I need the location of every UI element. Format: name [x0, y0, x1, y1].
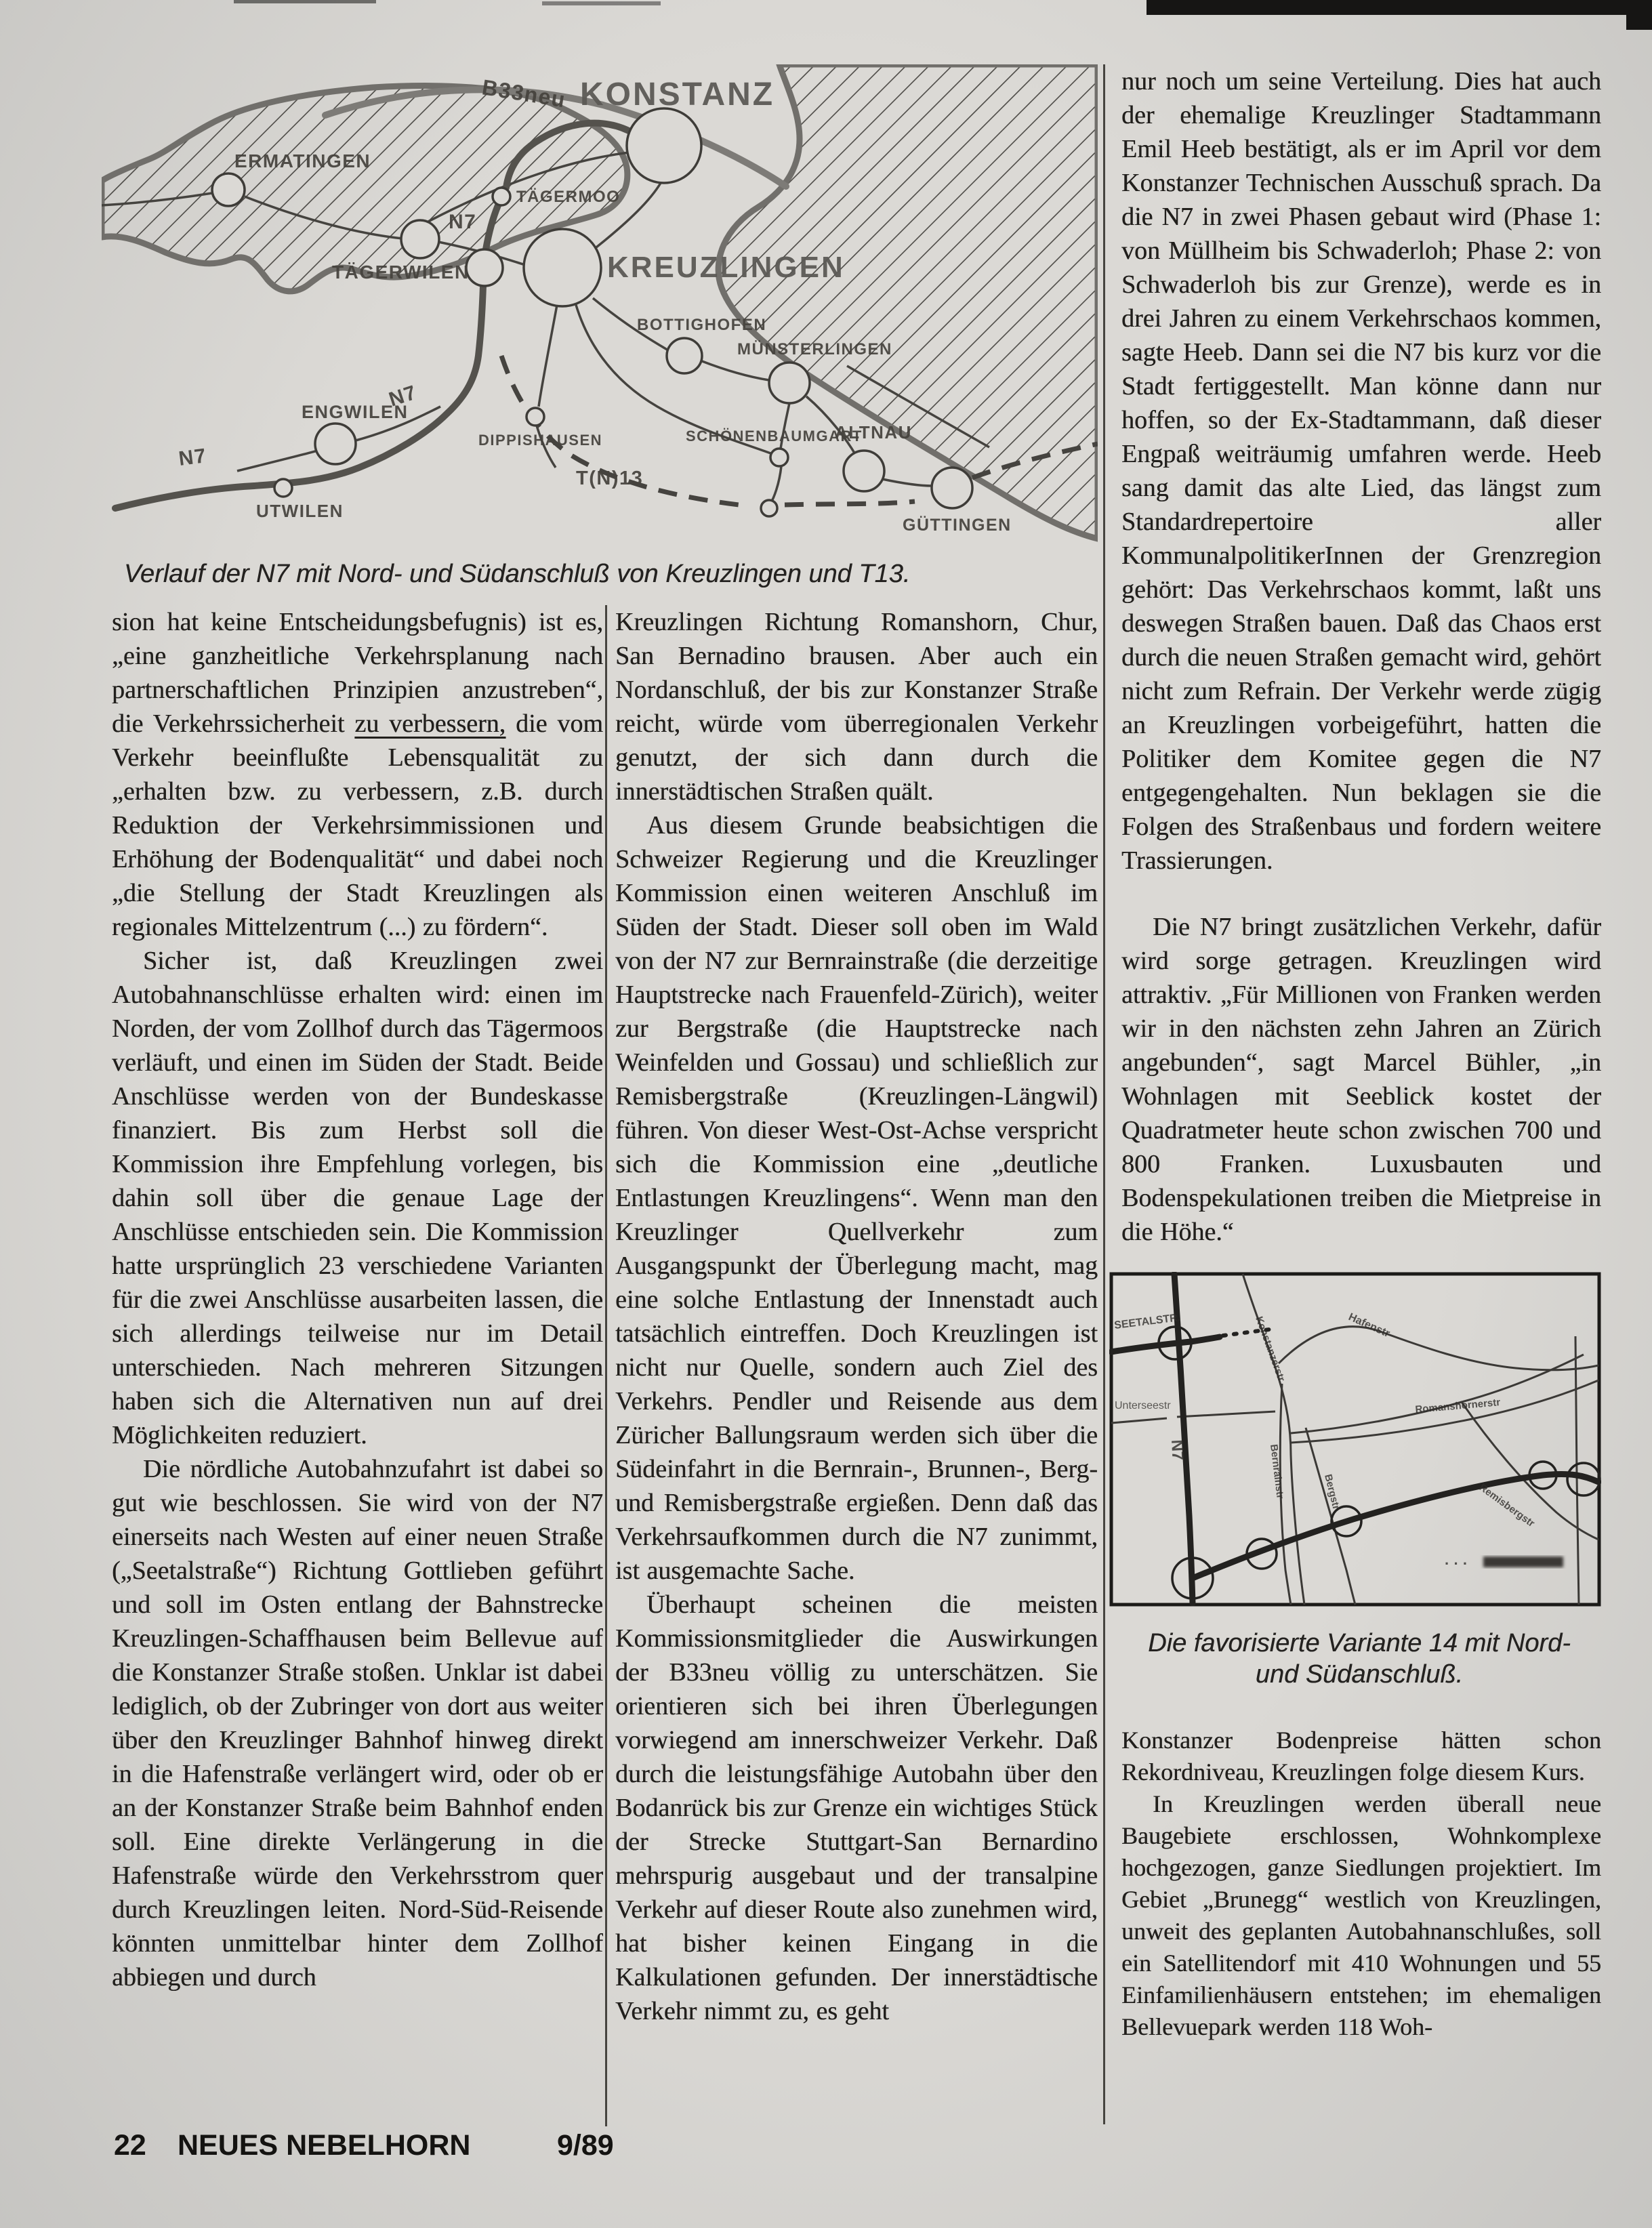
map2-label-hafenstr: Hafenstr	[1346, 1311, 1392, 1340]
map2-label-unterseestr: Unterseestr	[1115, 1400, 1171, 1411]
text-column-3-top	[1121, 64, 1601, 1264]
map1-label-taegermoos: TÄGERMOO	[516, 188, 621, 206]
junction-t13	[761, 500, 777, 516]
map2-caption-line2: und Südanschluß.	[1255, 1660, 1464, 1689]
map1-label-n7-nord: N7	[449, 211, 477, 233]
town-muensterlingen	[769, 363, 810, 403]
town-guettingen	[932, 468, 972, 508]
map-n7-overview	[102, 64, 1098, 542]
map2-legend-dots: · · ·	[1445, 1555, 1468, 1572]
map1-label-guettingen: GÜTTINGEN	[903, 516, 1012, 535]
town-taegerwilen	[401, 220, 439, 258]
town-altnau	[844, 451, 884, 491]
map2-label-remisbergstr: Remisbergstr	[1477, 1481, 1537, 1530]
map1-label-muensterlingen: MÜNSTERLINGEN	[737, 340, 892, 358]
paragraph: nur noch um seine Verteilung. Dies hat auch der ehemalige Kreuzlinger Stadtammann Emil Heeb bestätigt, als er im April vor dem Konstanzer Technischen Ausschuß sprach. Da die N7 in zwei Phasen gebaut wird (Phase 1: von Müllheim bis Schwaderloh; Phase 2: von Schwaderloh bis zur Grenze), werde es in drei Jahren zu einem Verkehrschaos kommen, sagte Heeb. Dann sei die N7 bis kurz vor die Stadt fertiggestellt. Man könne dann nur hoffen, so der Ex-Stadtammann, daß dieser Engpaß weiträumig umfahren werde. Heeb sang damit das alte Lied, das längst zum Standardrepertoire aller KommunalpolitikerInnen der Grenzregion gehört: Das Verkehrschaos kommt, laßt uns deswegen Straßen bauen. Daß das Chaos erst durch die neuen Straßen gemacht wird, gehört nicht zum Refrain. Der Verkehr werde zügig an Kreuzlingen vorbeigeführt, hatten die Politiker dem Komitee gegen die N7 entgegengehalten. Nun beklagen sie die Folgen des Straßenbaus und fordern weitere Trassierungen.	[1121, 67, 1601, 875]
footer-magazine-title: NEUES NEBELHORN	[178, 2129, 471, 2162]
map1-label-dippishausen: DIPPISHAUSEN	[478, 432, 603, 449]
map1-label-engwilen: ENGWILEN	[302, 402, 409, 422]
column-rule-1	[605, 605, 607, 2126]
map2-label-n7: N7	[1168, 1439, 1187, 1461]
scan-edge-mark	[234, 0, 376, 3]
map2-label-seetalstr: SEETALSTR.	[1113, 1312, 1182, 1332]
paragraph: Die N7 bringt zusätzlichen Verkehr, dafür wird sorge getragen. Kreuzlingen wird attraktiv. „Für Millionen von Franken werden wir in den nächsten zehn Jahren an Zürich angebunden“, sagt Marcel Bühler, „in Wohnlagen mit Seeblick kostet der Quadratmeter heute schon zwischen 700 und 800 Franken. Luxusbauten und Bodenspekulationen treiben die Mietpreise in die Höhe.“	[1121, 913, 1601, 1246]
map1-label-konstanz: KONSTANZ	[580, 77, 775, 112]
town-engwilen	[315, 424, 356, 464]
scan-edge-mark	[542, 1, 661, 5]
scan-edge-mark	[1626, 0, 1652, 30]
map1-label-bottighofen: BOTTIGHOFEN	[637, 316, 767, 334]
town-schoenenbaumgarten	[770, 449, 788, 466]
town-utwilen	[274, 479, 292, 497]
column-rule-2	[1103, 64, 1105, 2124]
map2-caption	[1118, 1628, 1601, 1690]
map1-label-b33neu: B33neu	[480, 75, 568, 112]
paragraph: Konstanzer Bodenpreise hätten schon Rekordniveau, Kreuzlingen folge diesem Kurs.	[1121, 1727, 1601, 1786]
map1-label-taegerwilen: TÄGERWILEN	[332, 262, 470, 283]
map1-label-schoenenbaumgarten: SCHÖNENBAUMGART	[686, 428, 863, 445]
paragraph: In Kreuzlingen werden überall neue Baugebiete erschlossen, Wohnkomplexe hochgezogen, ganze Siedlungen projektiert. Im Gebiet „Brunegg“ westlich von Kreuzlingen, unweit des geplanten Autobahnanschlußes, soll ein Satellitendorf mit 410 Wohnungen und 55 Einfamilienhäusern entstehen; im ehemaligen Bellevuepark werden 118 Woh-	[1121, 1790, 1601, 2040]
map2-label-romanshornerstr: Romanshornerstr	[1414, 1397, 1501, 1416]
map1-label-utwilen: UTWILEN	[256, 501, 344, 521]
town-bottighofen	[667, 338, 702, 373]
map1-label-t13: T(N)13	[576, 468, 644, 489]
town-ermatingen	[212, 173, 245, 206]
map2-label-bergstr: Bergstr	[1322, 1472, 1342, 1511]
scan-edge-bar	[1147, 0, 1652, 15]
paragraph: Die nördliche Autobahnzufahrt ist dabei so gut wie beschlossen. Sie wird von der N7 einerseits nach Westen auf einer neuen Straße („Seetalstraße“) Richtung Gottlieben geführt und soll im Osten entlang der Bahnstrecke Kreuzlingen-Schaffhausen beim Bellevue auf die Konstanzer Straße stoßen. Unklar ist dabei lediglich, ob der Zubringer von dort aus weiter über den Kreuzlinger Bahnhof hinweg direkt in die Hafenstraße verlängert wird, oder ob er an der Konstanzer Straße beim Bahnhof enden soll. Eine direkte Verlängerung in die Hafenstraße würde den Verkehrsstrom quer durch Kreuzlingen leiten. Nord-Süd-Reisende könnten unmittelbar hinter dem Zollhof abbiegen und durch	[112, 1455, 603, 1992]
footer-page-number: 22	[114, 2129, 146, 2162]
junction-nord	[466, 249, 503, 286]
town-kreuzlingen	[524, 229, 601, 306]
map1-label-kreuzlingen: KREUZLINGEN	[607, 251, 845, 284]
map2-label-konstanzerstr: Konstanzerstr	[1253, 1315, 1287, 1384]
paragraph: Kreuzlingen Richtung Romanshorn, Chur, San Bernadino brausen. Aber auch ein Nordanschluß, der bis zur Konstanzer Straße reicht, würde vom überregionalen Verkehr genutzt, der sich dann durch die innerstädtischen Straßen quält.	[615, 608, 1098, 806]
illegible-legend-smudge	[1483, 1556, 1563, 1567]
map1-label-n7-mitte: N7	[386, 381, 420, 411]
text-column-3-bottom	[1121, 1725, 1601, 2185]
map1-label-n7-west: N7	[177, 445, 208, 470]
map-variante-14	[1109, 1272, 1601, 1607]
footer-issue: 9/89	[557, 2129, 614, 2162]
map1-caption: Verlauf der N7 mit Nord- und Südanschluß von Kreuzlingen und T13.	[124, 560, 911, 588]
town-konstanz	[627, 108, 701, 183]
map1-label-altnau: ALTNAU	[835, 422, 912, 442]
paragraph: sion hat keine Entscheidungsbefugnis) ist es, „eine ganzheitliche Verkehrsplanung nach partnerschaftlichen Prinzipien anzustreben“, die Verkehrssicherheit zu verbessern, die vom Verkehr beeinflußte Lebensqualität zu „erhalten bzw. zu verbessern, z.B. durch Reduktion der Verkehrsimmissionen und Erhöhung der Bodenqualität“ und dabei noch „die Stellung der Stadt Kreuzlingen als regionales Mittelzentrum (...) zu fördern“.	[112, 608, 603, 941]
lake-obersee	[718, 64, 1098, 539]
map2-caption-line1: Die favorisierte Variante 14 mit Nord-	[1148, 1629, 1571, 1657]
map2-label-bernrainstr: Bernrainstr	[1268, 1443, 1286, 1500]
text-column-2	[615, 605, 1098, 2126]
town-taegermoos	[493, 188, 510, 205]
paragraph: Sicher ist, daß Kreuzlingen zwei Autobahnanschlüsse erhalten wird: einen im Norden, der vom Zollhof durch das Tägermoos verläuft, und einen im Süden der Stadt. Beide Anschlüsse werden von der Bundeskasse finanziert. Bis zum Herbst soll die Kommission ihre Empfehlung vorlegen, bis dahin soll über die genaue Lage der Anschlüsse entschieden sein. Die Kommission hatte ursprünglich 23 verschiedene Varianten für die zwei Anschlüsse ausarbeiten lassen, die sich allerdings teilweise nur im Detail unterschieden. Nach mehreren Sitzungen haben sich die Alternativen nun auf drei Möglichkeiten reduziert.	[112, 947, 603, 1449]
text-column-1	[112, 605, 603, 2126]
town-dippishausen	[526, 408, 544, 426]
page-footer	[0, 2129, 1652, 2177]
paragraph: Aus diesem Grunde beabsichtigen die Schweizer Regierung und die Kreuzlinger Kommission einen weiteren Anschluß im Süden der Stadt. Dieser soll oben im Wald von der N7 zur Bernrainstraße (die derzeitige Hauptstrecke nach Frauenfeld-Zürich), weiter zur Bergstraße (die Hauptstrecke nach Weinfelden und Gossau) und schließlich zur Remisbergstraße (Kreuzlingen-Längwil) führen. Von dieser West-Ost-Achse verspricht sich die Kommission eine „deutliche Entlastungen Kreuzlingens“. Wenn man den Kreuzlinger Quellverkehr zum Ausgangspunkt der Überlegung macht, mag eine solche Entlastung der Innenstadt auch tatsächlich eintreffen. Doch Kreuzlingen ist nicht nur Quelle, sondern auch Ziel des Verkehrs. Pendler und Reisende aus dem Züricher Ballungsraum werden sich über die Südeinfahrt in die Bernrain-, Brunnen-, Berg- und Remisbergstraße ergießen. Denn daß das Verkehrsaufkommen durch die N7 zunimmt, ist ausgemachte Sache.	[615, 811, 1098, 1585]
paragraph: Überhaupt scheinen die meisten Kommissionsmitglieder die Auswirkungen der B33neu völlig zu unterschätzen. Sie orientieren sich bei ihren Überlegungen vorwiegend am innerschweizer Verkehr. Daß durch die leistungsfähige Autobahn über den Bodanrück bis zur Grenze ein wichtiges Stück der Strecke Stuttgart-San Bernardino mehrspurig ausgebaut und der transalpine Verkehr auf dieser Route also zunehmen wird, hat bisher keinen Eingang in die Kalkulationen gefunden. Der innerstädtische Verkehr nimmt zu, es geht	[615, 1590, 1098, 2025]
map1-label-ermatingen: ERMATINGEN	[234, 150, 371, 171]
